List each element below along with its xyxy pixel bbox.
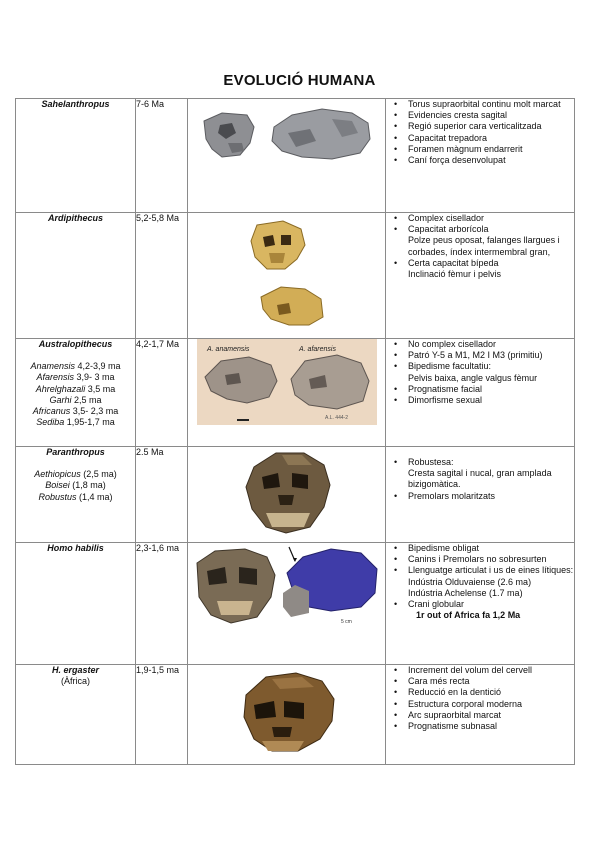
list-item: Inclinació fèmur i pelvis xyxy=(408,269,502,280)
page-title: EVOLUCIÓ HUMANA xyxy=(223,72,376,89)
genus-cell xyxy=(16,665,136,765)
genus-name: H. ergaster xyxy=(51,665,100,675)
list-item: • Llenguatge articulat i us de eines lítiques: xyxy=(386,565,574,576)
notes-cell xyxy=(386,447,575,543)
species-entry: Garhi 2,5 ma xyxy=(49,394,102,405)
species-entry: Ahrelghazali 3,5 ma xyxy=(35,383,116,394)
image-caption: 5 cm xyxy=(340,619,352,625)
list-item: • Capacitat arborícola xyxy=(386,224,574,235)
age-cell: 2,3-1,6 ma xyxy=(136,543,188,665)
list-item: • Prognatisme facial xyxy=(386,384,574,395)
genus-cell xyxy=(16,543,136,665)
list-item: Pelvis baixa, angle valgus fèmur xyxy=(408,372,538,383)
notes-cell xyxy=(386,213,575,339)
list-item: • Bipedisme facultatiu: xyxy=(386,361,574,372)
genus-cell xyxy=(16,99,136,213)
notes-cell xyxy=(386,99,575,213)
notes-cell xyxy=(386,339,575,447)
fossil-image-cell xyxy=(188,543,386,665)
traits-list xyxy=(386,665,574,732)
traits-list xyxy=(386,213,574,280)
fossil-image-cell xyxy=(188,665,386,765)
age-cell: 2.5 Ma xyxy=(136,447,188,543)
list-item: • Torus supraorbital continu molt marcat xyxy=(386,99,574,110)
fossil-image-cell xyxy=(188,99,386,213)
list-item: • Cara més recta xyxy=(386,676,574,687)
fossil-image-cell xyxy=(188,339,386,447)
sahelanthropus-skull-image xyxy=(192,99,382,169)
list-item: • Complex cisellador xyxy=(386,213,574,224)
list-item: • Robustesa: xyxy=(386,457,574,468)
list-item: • No complex cisellador xyxy=(386,339,574,350)
list-item: • Crani globular xyxy=(386,599,574,610)
list-item: • Canins i Premolars no sobresurten xyxy=(386,554,574,565)
notes-cell xyxy=(386,665,575,765)
list-item: 1r out of Africa fa 1,2 Ma xyxy=(416,610,521,621)
list-item: • Premolars molaritzats xyxy=(386,491,574,502)
list-item: • Dimorfisme sexual xyxy=(386,395,574,406)
table-row xyxy=(16,213,575,339)
notes-cell xyxy=(386,543,575,665)
evolution-table xyxy=(15,98,575,765)
traits-list xyxy=(386,99,574,166)
traits-list xyxy=(386,543,574,621)
genus-name: Ardipithecus xyxy=(47,213,103,223)
genus-name: Australopithecus xyxy=(38,339,113,349)
list-item: • Patró Y-5 a M1, M2 I M3 (primitiu) xyxy=(386,350,574,361)
table-row xyxy=(16,447,575,543)
species-entry: Anamensis 4,2-3,9 ma xyxy=(30,361,121,372)
traits-list xyxy=(386,457,574,502)
genus-cell xyxy=(16,339,136,447)
list-item: • Arc supraorbital marcat xyxy=(386,710,574,721)
anamensis-label: A. anamensis xyxy=(206,346,249,353)
list-item: • Prognatisme subnasal xyxy=(386,721,574,732)
table-row xyxy=(16,99,575,213)
age-cell: 4,2-1,7 Ma xyxy=(136,339,188,447)
genus-name: Paranthropus xyxy=(46,447,105,457)
list-item: • Foramen màgnum endarrerit xyxy=(386,144,574,155)
species-entry: Sediba 1,95-1,7 ma xyxy=(36,417,115,428)
age-cell: 7-6 Ma xyxy=(136,99,188,213)
list-item: • Reducció en la dentició xyxy=(386,687,574,698)
list-item: • Bipedisme obligat xyxy=(386,543,574,554)
genus-name: Sahelanthropus xyxy=(41,99,110,109)
species-entry: Boisei (1,8 ma) xyxy=(45,480,106,491)
list-item: Cresta sagital i nucal, gran amplada bizigomàtica. xyxy=(408,468,552,490)
age-cell: 1,9-1,5 ma xyxy=(136,665,188,765)
list-item: • Regió superior cara verticalitzada xyxy=(386,121,574,132)
afarensis-label: A. afarensis xyxy=(298,346,336,353)
age-cell: 5,2-5,8 Ma xyxy=(136,213,188,339)
homo-habilis-skulls-image xyxy=(191,543,383,627)
fossil-image-cell xyxy=(188,447,386,543)
list-item: Indústria Achelense (1.7 ma) xyxy=(408,587,523,598)
list-item: • Estructura corporal moderna xyxy=(386,699,574,710)
list-item: • Caní força desenvolupat xyxy=(386,155,574,166)
genus-name: Homo habilis xyxy=(47,543,104,553)
fossil-image-cell xyxy=(188,213,386,339)
ardipithecus-skull-image xyxy=(227,213,347,333)
list-item: Indústria Olduvaiense (2.6 ma) xyxy=(408,576,532,587)
list-item: Polze peus oposat, falanges llargues i corbades, índex intermembral gran, xyxy=(408,235,560,257)
species-entry: Afarensis 3,9- 3 ma xyxy=(36,372,115,383)
image-caption: A.L. 444-2 xyxy=(324,415,348,421)
genus-cell xyxy=(16,447,136,543)
region-label: (Àfrica) xyxy=(61,676,90,687)
species-entry: Africanus 3,5- 2,3 ma xyxy=(32,406,119,417)
species-entry: Robustus (1,4 ma) xyxy=(38,491,113,502)
species-entry: Aethiopicus (2,5 ma) xyxy=(34,469,117,480)
table-row xyxy=(16,339,575,447)
list-item: • Increment del volum del cervell xyxy=(386,665,574,676)
list-item: • Certa capacitat bípeda xyxy=(386,258,574,269)
paranthropus-skull-image xyxy=(232,447,342,535)
australopithecus-skulls-image xyxy=(197,339,377,425)
list-item: • Evidencies cresta sagital xyxy=(386,110,574,121)
table-row xyxy=(16,665,575,765)
genus-cell xyxy=(16,213,136,339)
table-row xyxy=(16,543,575,665)
traits-list xyxy=(386,339,574,406)
homo-ergaster-skull-image xyxy=(232,665,342,757)
list-item: • Capacitat trepadora xyxy=(386,133,574,144)
